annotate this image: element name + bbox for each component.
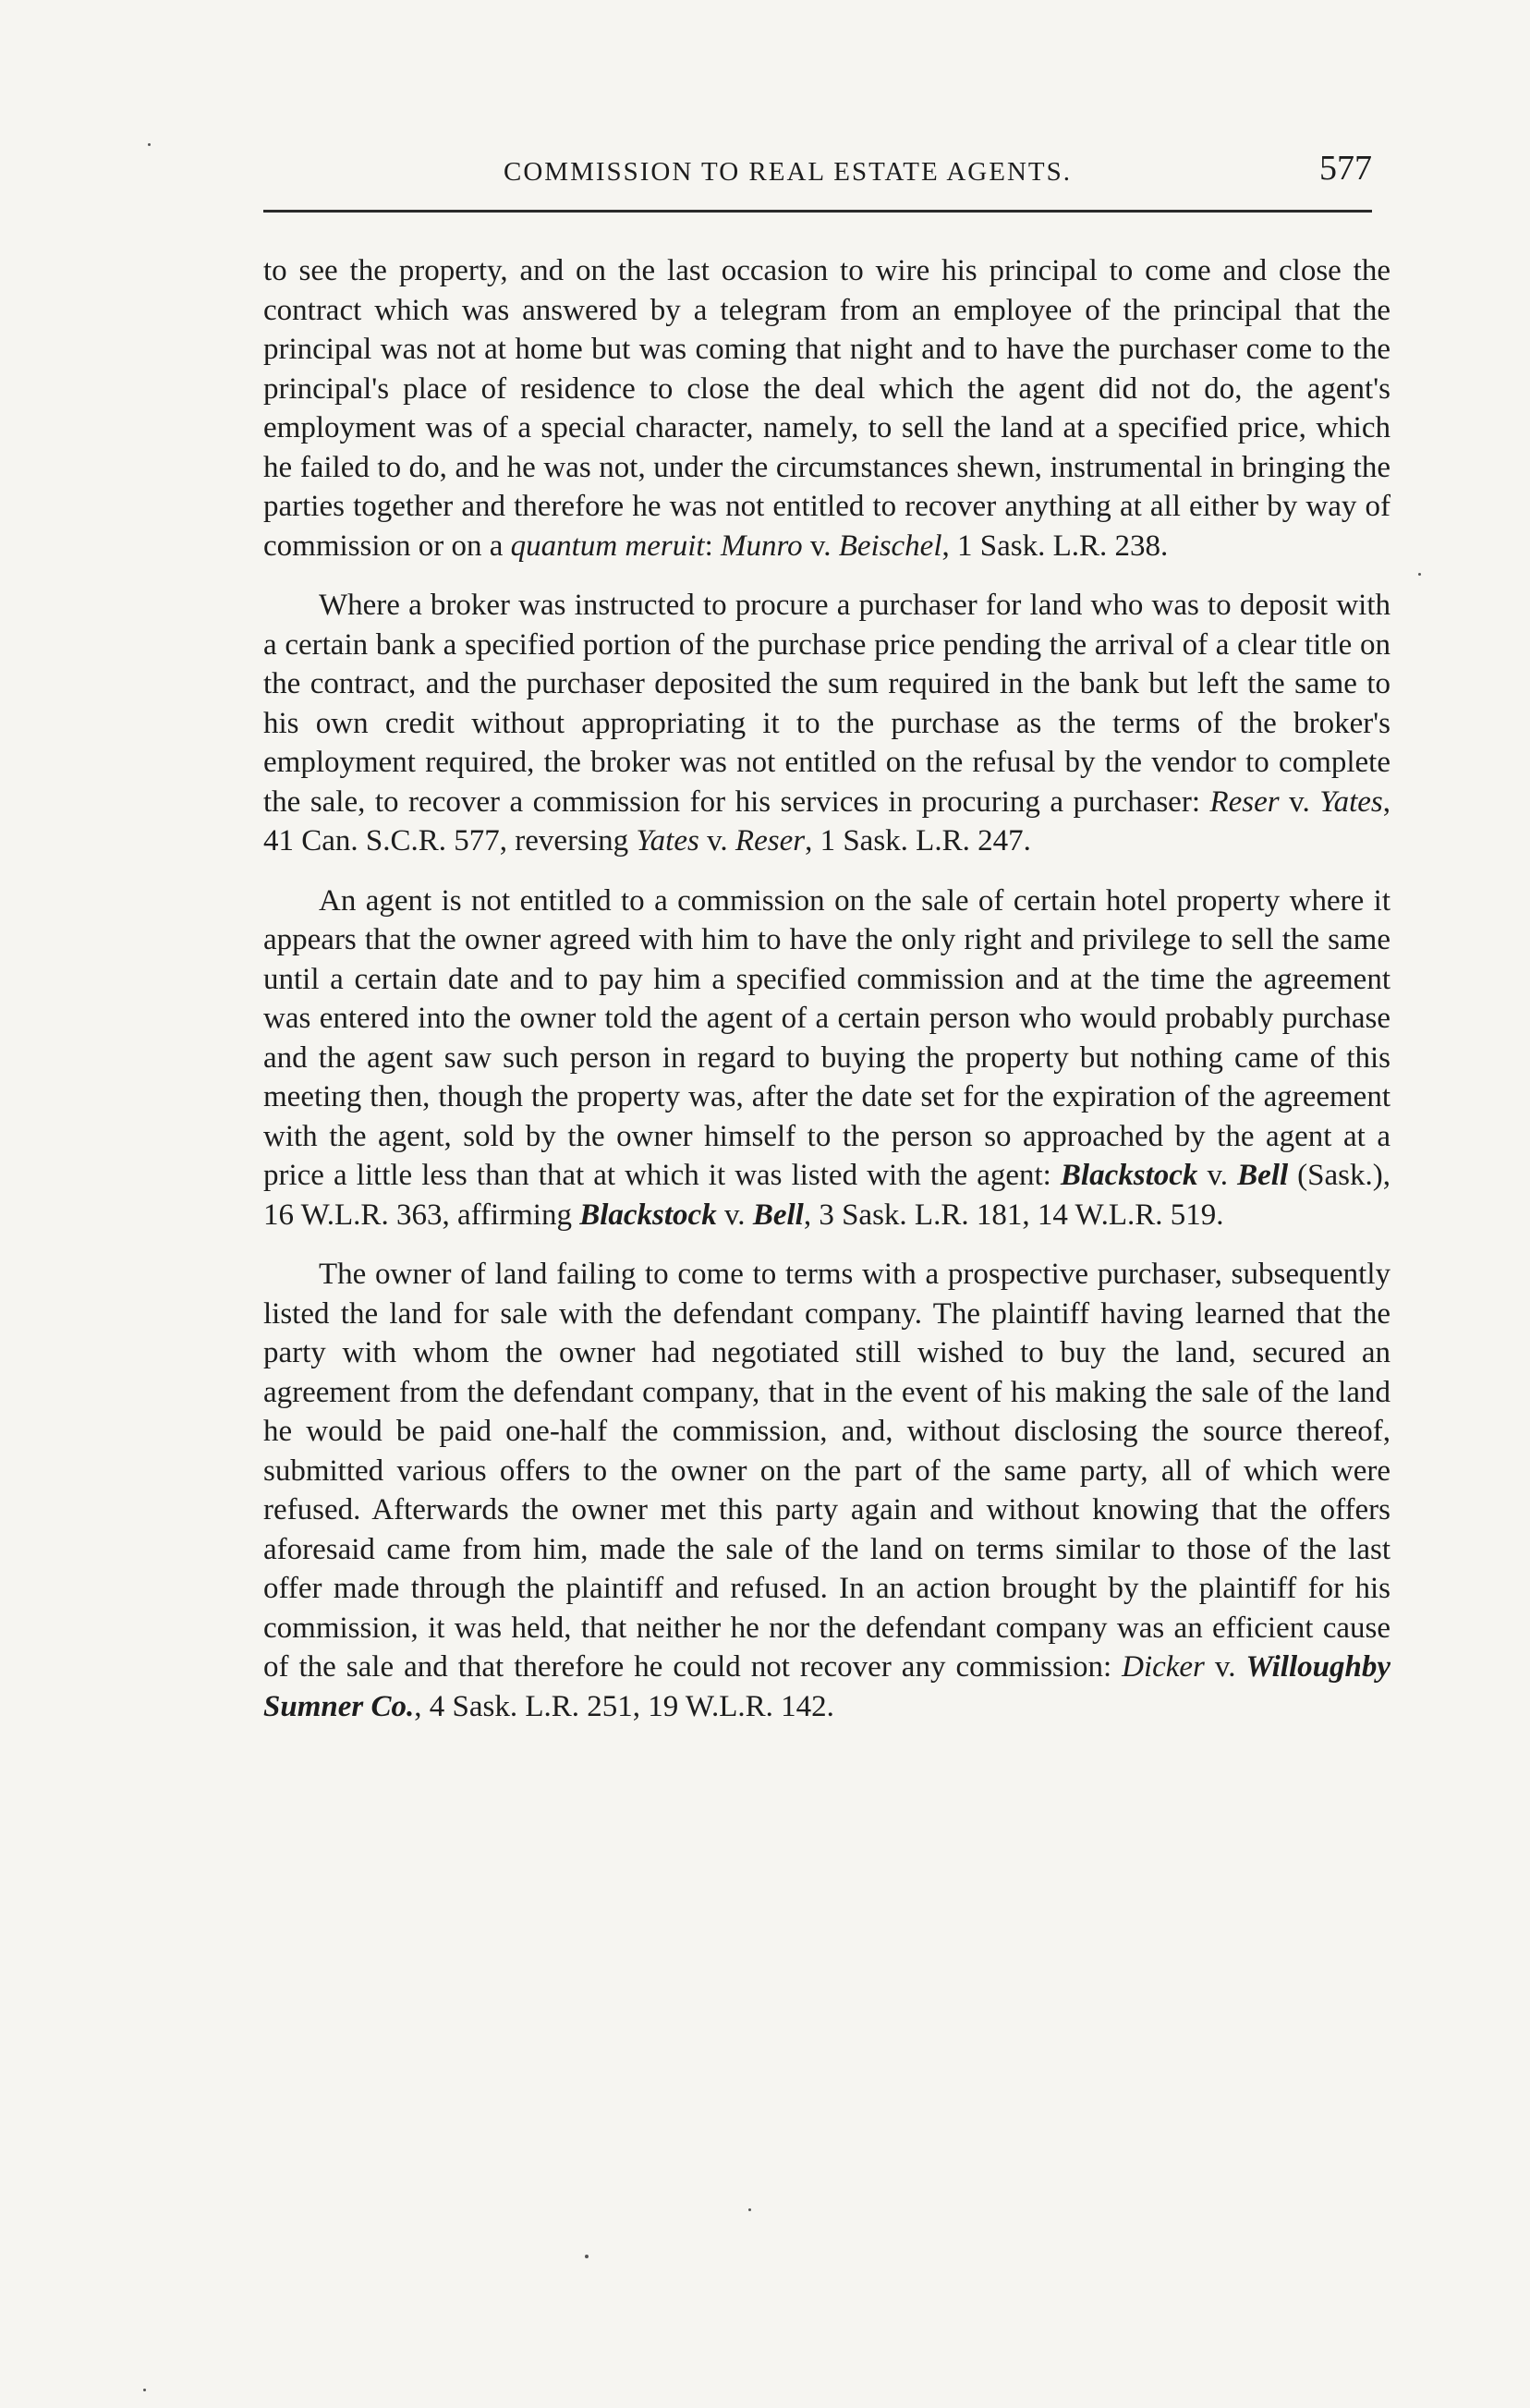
paragraph-3 (263, 882, 1390, 1235)
versus: v. (698, 824, 735, 857)
case-name: Willoughby Sumner Co. (263, 1650, 1390, 1723)
versus: v. (716, 1198, 753, 1232)
citation: , 3 Sask. L.R. 181, 14 W.L.R. 519. (803, 1198, 1224, 1232)
scan-speck (143, 2389, 146, 2391)
paragraph-2 (263, 586, 1390, 861)
scan-speck (148, 143, 151, 146)
case-name: Beischel (838, 529, 942, 563)
paragraph-text: Where a broker was instructed to procure a purchaser for land who was to deposit with a certain bank a specified portion of the purchase price pending the arrival of a clear title on the contract, and the purchaser deposited the sum required in the bank but left the same to his own credit without appropriating it to the purchase as the terms of the broker's employment required, the broker was not entitled on the refusal by the vendor to complete the sale, to recover a commission for his services in procuring a purchaser: (263, 589, 1390, 819)
body-text (263, 251, 1390, 1746)
paragraph-text: to see the property, and on the last occasion to wire his principal to come and close the contract which was answered by a telegram from an employee of the principal that the principal was not at home but was coming that night and to have the purchaser come to the principal's place of residence to close the deal which the agent did not do, the agent's employment was of a special character, namely, to sell the land at a specified price, which he failed to do, and he was not, under the circumstances shewn, instrumental in bringing the parties together and therefore he was not entitled to recover anything at all either by way of commission or on a (263, 254, 1390, 563)
latin-term: quantum meruit (510, 529, 705, 563)
scan-speck (748, 2208, 751, 2211)
case-name: Yates (1319, 784, 1383, 819)
versus: v. (1279, 784, 1320, 819)
case-name: Dicker (1122, 1650, 1205, 1684)
case-name: Reser (735, 824, 806, 857)
versus: v. (1204, 1650, 1246, 1684)
running-title: COMMISSION TO REAL ESTATE AGENTS. (504, 157, 1072, 187)
case-name: Reser (1209, 784, 1280, 819)
case-name: Blackstock (1060, 1159, 1198, 1192)
case-name: Bell (752, 1198, 804, 1232)
paragraph-text: An agent is not entitled to a commission on the sale of certain hotel property where it appears that the owner agreed with him to have the only right and privilege to sell the same until a certain date and to pay him a specified commission and at the time the agreement was entered into the owner told the agent of a certain person who would probably purchase and the agent saw such person in regard to buying the property but nothing came of this meeting then, though the property was, after the date set for the expiration of the agreement with the agent, sold by the owner himself to the person so approached by the agent at a price a little less than that at which it was listed with the agent: (263, 883, 1390, 1192)
paragraph-text: The owner of land failing to come to terms with a prospective purchaser, subsequently listed the land for sale with the defendant company. The plaintiff having learned that the party with whom the owner had negotiated still wished to buy the land, secured an agreement from the defendant company, that in the event of his making the sale of the land he would be paid one-half the commission, and, without disclosing the source thereof, submitted various offers to the owner on the part of the same party, all of which were refused. Afterwards the owner met this party again and without knowing that the offers aforesaid came from him, made the sale of the land on terms similar to those of the last offer made through the plaintiff and refused. In an action brought by the plaintiff for his commission, it was held, that neither he nor the defendant company was an efficient cause of the sale and that therefore he could not recover any commission: (263, 1258, 1390, 1684)
case-name: Yates (636, 824, 699, 857)
versus: v. (802, 529, 839, 563)
header-rule (263, 210, 1372, 213)
case-name: Bell (1237, 1159, 1289, 1192)
citation: , 41 Can. S.C.R. 577, reversing (263, 784, 1390, 857)
citation: , 1 Sask. L.R. 247. (805, 824, 1031, 857)
citation: , 1 Sask. L.R. 238. (941, 529, 1169, 563)
scan-speck (585, 2255, 589, 2258)
case-name: Munro (721, 529, 803, 563)
versus: v. (1197, 1159, 1238, 1192)
citation: (Sask.), 16 W.L.R. 363, affirming (263, 1159, 1391, 1232)
scan-speck (1418, 573, 1421, 576)
page-number: 577 (1319, 149, 1372, 188)
case-name: Blackstock (579, 1198, 717, 1232)
paragraph-1 (263, 251, 1390, 566)
running-header (263, 148, 1372, 203)
paragraph-text: : (704, 529, 721, 563)
citation: , 4 Sask. L.R. 251, 19 W.L.R. 142. (414, 1689, 834, 1723)
paragraph-4 (263, 1255, 1390, 1726)
